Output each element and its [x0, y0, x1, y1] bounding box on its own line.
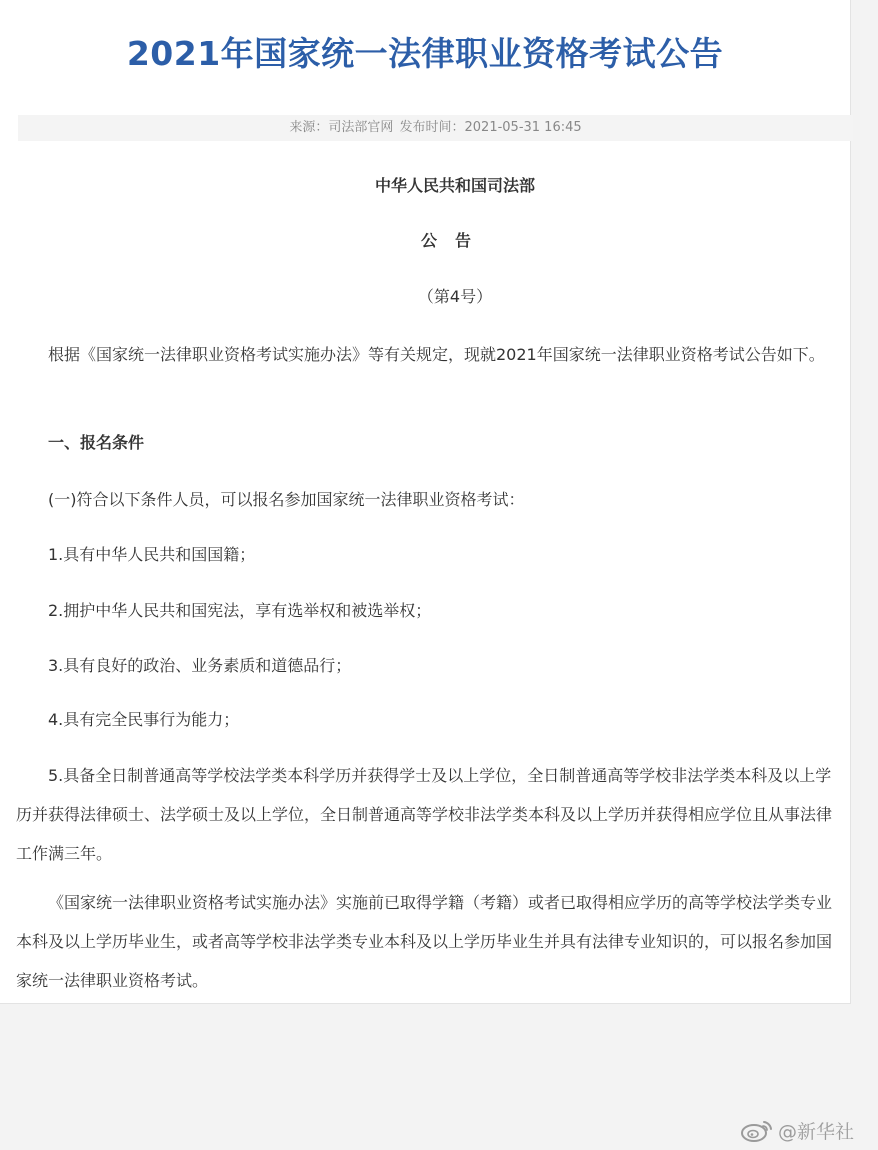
weibo-icon	[740, 1118, 774, 1142]
page-title: 2021年国家统一法律职业资格考试公告	[126, 34, 724, 73]
notice-number: （第4号）	[417, 287, 493, 306]
subsection-heading: (一)符合以下条件人员，可以报名参加国家统一法律职业资格考试：	[48, 490, 525, 509]
section-heading-conditions: 一、报名条件	[48, 433, 145, 452]
transition-note-paragraph: 《国家统一法律职业资格考试实施办法》实施前已取得学籍（考籍）或者已取得相应学历的高等学校法学类专业本科及以上学历毕业生，或者高等学校非法学类专业本科及以上学历毕业生并具有法律专业知识的，可以报名参加国家统一法律职业资格考试。	[16, 893, 833, 990]
condition-item-2: 2.拥护中华人民共和国宪法，享有选举权和被选举权；	[48, 601, 432, 620]
article-meta	[18, 115, 853, 141]
notice-heading: 公告	[420, 231, 489, 250]
condition-item-5: 5.具备全日制普通高等学校法学类本科学历并获得学士及以上学位，全日制普通高等学校非法学类本科及以上学历并获得法律硕士、法学硕士及以上学位，全日制普通高等学校非法学类本科及以上学历并获得相应学位且从事法律工作满三年。	[16, 766, 833, 863]
condition-item-1: 1.具有中华人民共和国国籍；	[48, 545, 256, 564]
issuing-org: 中华人民共和国司法部	[374, 176, 535, 195]
watermark	[740, 1115, 854, 1145]
watermark-text: @新华社	[778, 1120, 855, 1143]
publish-time: 发布时间：2021-05-31 16:45	[399, 120, 582, 135]
source-label: 来源：司法部官网	[289, 120, 394, 135]
intro-paragraph: 根据《国家统一法律职业资格考试实施办法》等有关规定，现就2021年国家统一法律职业资格考试公告如下。	[48, 345, 825, 364]
condition-item-4: 4.具有完全民事行为能力；	[48, 710, 240, 729]
condition-item-3: 3.具有良好的政治、业务素质和道德品行；	[48, 656, 352, 675]
